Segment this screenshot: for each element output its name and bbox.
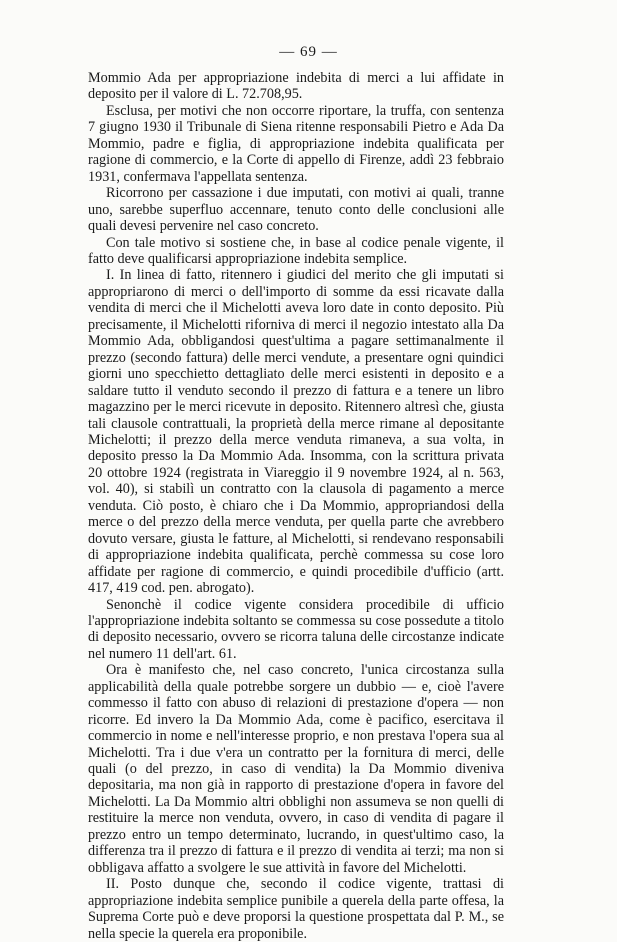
paragraph-continuation: Mommio Ada per appropriazione indebita di merci a lui affidate in deposito per il valore di L. 72.708,95. — [88, 70, 504, 103]
paragraph: Senonchè il codice vigente considera procedibile di ufficio l'appropriazione indebita soltanto se commessa su cose possedute a titolo di deposito necessario, ovvero se ricorra taluna delle circostanze indicate nel numero 11 dell'art. 61. — [88, 596, 504, 662]
body-text — [88, 70, 504, 942]
paragraph: Con tale motivo si sostiene che, in base al codice penale vigente, il fatto deve qualificarsi appropriazione indebita semplice. — [88, 234, 504, 267]
paragraph: Ora è manifesto che, nel caso concreto, l'unica circostanza sulla applicabilità della quale potrebbe sorgere un dubbio — e, cioè l'avere commesso il fatto con abuso di relazioni di prestazione d'opera — non ricorre. Ed invero la Da Mommio Ada, come è pacifico, esercitava il commercio in nome e nell'interesse proprio, e non prestava l'opera sua al Michelotti. Tra i due v'era un contratto per la fornitura di merci, delle quali (o del prezzo, in caso di vendita) la Da Mommio diveniva depositaria, ma non già in rapporto di prestazione d'opera in favore del Michelotti. La Da Mommio altri obblighi non assumeva se non quelli di restituire la merce non venduta, ovvero, in caso di vendita di pagare il prezzo entro un tempo determinato, lucrando, in quest'ultimo caso, la differenza tra il prezzo di fattura e il prezzo di vendita ai terzi; ma non si obbligava affatto a svolgere le sue attività in favore del Michelotti. — [88, 662, 504, 876]
paragraph: Ricorrono per cassazione i due imputati, con motivi ai quali, tranne uno, sarebbe superfluo accennare, tenuto conto delle conclusioni alle quali devesi pervenire nel caso concreto. — [88, 185, 504, 235]
page-number: — 69 — — [279, 44, 338, 60]
paragraph: Esclusa, per motivi che non occorre riportare, la truffa, con sentenza 7 giugno 1930 il Tribunale di Siena ritenne responsabili Pietro e Ada Da Mommio, padre e figlia, di appropriazione indebita qualificata per ragione di commercio, e la Corte di appello di Firenze, addì 23 febbraio 1931, confermava l'appellata sentenza. — [88, 102, 504, 185]
paragraph: II. Posto dunque che, secondo il codice vigente, trattasi di appropriazione indebita semplice punibile a querela della parte offesa, la Suprema Corte può e deve proporsi la questione prospettata dal P. M., se nella specie la querela era proponibile. — [88, 876, 504, 942]
paragraph: I. In linea di fatto, ritennero i giudici del merito che gli imputati si appropriarono di merci o dell'importo di somme da essi ricavate dalla vendita di merci che il Michelotti aveva loro date in conto deposito. Più precisamente, il Michelotti riforniva di merci il negozio intestato alla Da Mommio Ada, obbligandosi quest'ultima a pagare settimanalmente il prezzo (secondo fattura) delle merci vendute, a presentare ogni quindici giorni uno specchietto dettagliato delle merci esistenti in deposito e a saldare tutto il venduto secondo il prezzo di fattura e a tenere un libro magazzino per le merci ricevute in deposito. Ritennero altresì che, giusta tali clausole contrattuali, la proprietà della merce rimane al depositante Michelotti; il prezzo della merce venduta rimaneva, a sua volta, in deposito presso la Da Mommio Ada. Insomma, con la scrittura privata 20 ottobre 1924 (registrata in Viareggio il 9 novembre 1924, al n. 563, vol. 40), si stabilì un contratto con la clausola di pagamento a merce venduta. Ciò posto, è chiaro che i Da Mommio, appropriandosi della merce o del prezzo della merce venduta, per quella parte che avrebbero dovuto versare, giusta le fatture, al Michelotti, si rendevano responsabili di appropriazione indebita qualificata, perchè commessa su cose loro affidate per ragione di commercio, e quindi procedibile d'ufficio (artt. 417, 419 cod. pen. abrogato). — [88, 267, 504, 597]
